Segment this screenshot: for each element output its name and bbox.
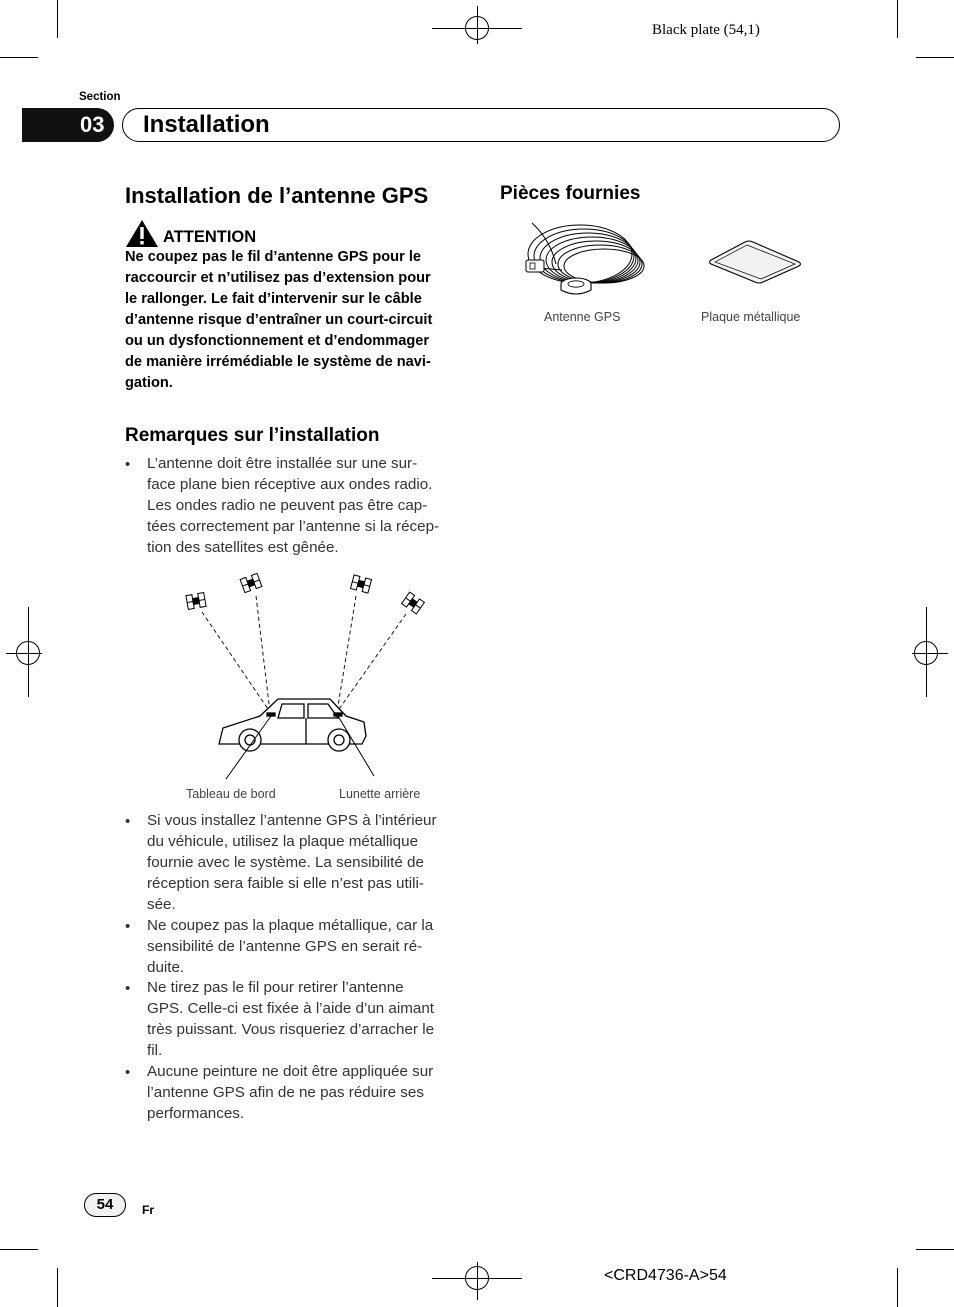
bullet-marker: • bbox=[125, 456, 131, 473]
section-number: 03 bbox=[22, 108, 114, 142]
attention-line: ou un dysfonctionnement et d’endommager bbox=[125, 333, 430, 349]
gps-reception-figure bbox=[180, 568, 440, 784]
bullet-text-line: très puissant. Vous risqueriez d’arracher le bbox=[147, 1021, 435, 1038]
remarks-text-line: face plane bien réceptive aux ondes radio. bbox=[147, 476, 433, 493]
bullet-marker: • bbox=[125, 1064, 131, 1081]
page-number: 54 bbox=[84, 1193, 126, 1217]
remarks-text-line: Les ondes radio ne peuvent pas être cap- bbox=[147, 497, 428, 514]
remarks-text-line: L’antenne doit être installée sur une sur- bbox=[147, 455, 418, 472]
bullet-text-line: sensibilité de l’antenne GPS en serait ré- bbox=[147, 938, 423, 955]
attention-line: Ne coupez pas le fil d’antenne GPS pour le bbox=[125, 249, 421, 265]
plate-label: Black plate (54,1) bbox=[652, 22, 760, 38]
bullet-text-line: réception sera faible si elle n’est pas utili- bbox=[147, 875, 424, 892]
bullet-text-line: GPS. Celle-ci est fixée à l’aide d’un aimant bbox=[147, 1000, 435, 1017]
remarks-text-line: tion des satellites est gênée. bbox=[147, 539, 339, 556]
gps-antenna-image bbox=[522, 218, 650, 304]
plate-caption: Plaque métallique bbox=[701, 310, 801, 324]
bullet-text-line: Aucune peinture ne doit être appliquée sur bbox=[147, 1063, 434, 1080]
language-code: Fr bbox=[142, 1203, 154, 1217]
metal-plate-image bbox=[705, 238, 805, 286]
bullet-marker: • bbox=[125, 813, 131, 830]
bullet-text-line: duite. bbox=[147, 959, 185, 976]
bullet-text-line: sée. bbox=[147, 896, 176, 913]
bullet-text-line: l’antenne GPS afin de ne pas réduire ses bbox=[147, 1084, 424, 1101]
attention-line: le rallonger. Le fait d’intervenir sur le câble bbox=[125, 291, 422, 307]
remarks-text-line: tées correctement par l’antenne si la récep- bbox=[147, 518, 440, 535]
attention-title: ATTENTION bbox=[163, 228, 257, 246]
document-code: <CRD4736-A>54 bbox=[604, 1267, 727, 1284]
bullet-text-line: fil. bbox=[147, 1042, 163, 1059]
parts-heading: Pièces fournies bbox=[500, 183, 641, 204]
section-label: Section bbox=[79, 91, 121, 103]
bullet-text-line: du véhicule, utilisez la plaque métallique bbox=[147, 833, 419, 850]
attention-line: d’antenne risque d’entraîner un court-circuit bbox=[125, 312, 433, 328]
bullet-text-line: Ne coupez pas la plaque métallique, car la bbox=[147, 917, 434, 934]
remarks-heading: Remarques sur l’installation bbox=[125, 425, 380, 446]
dashboard-caption: Tableau de bord bbox=[186, 787, 276, 801]
warning-icon bbox=[125, 219, 159, 248]
attention-line: gation. bbox=[125, 375, 173, 391]
signal-lines bbox=[202, 596, 406, 712]
antenna-caption: Antenne GPS bbox=[544, 310, 621, 324]
bullet-text-line: fournie avec le système. La sensibilité de bbox=[147, 854, 424, 871]
bullet-text-line: performances. bbox=[147, 1105, 245, 1122]
bullet-marker: • bbox=[125, 980, 131, 997]
attention-line: raccourcir et n’utilisez pas d’extension pour bbox=[125, 270, 431, 286]
section-title: Installation bbox=[143, 111, 270, 138]
attention-line: de manière irrémédiable le système de navi- bbox=[125, 354, 431, 370]
bullet-text-line: Ne tirez pas le fil pour retirer l’antenne bbox=[147, 979, 404, 996]
satellite-icon bbox=[186, 573, 424, 614]
page-title: Installation de l’antenne GPS bbox=[125, 183, 429, 208]
bullet-marker: • bbox=[125, 918, 131, 935]
bullet-text-line: Si vous installez l’antenne GPS à l’intérieur bbox=[147, 812, 437, 829]
rear-window-caption: Lunette arrière bbox=[339, 787, 421, 801]
